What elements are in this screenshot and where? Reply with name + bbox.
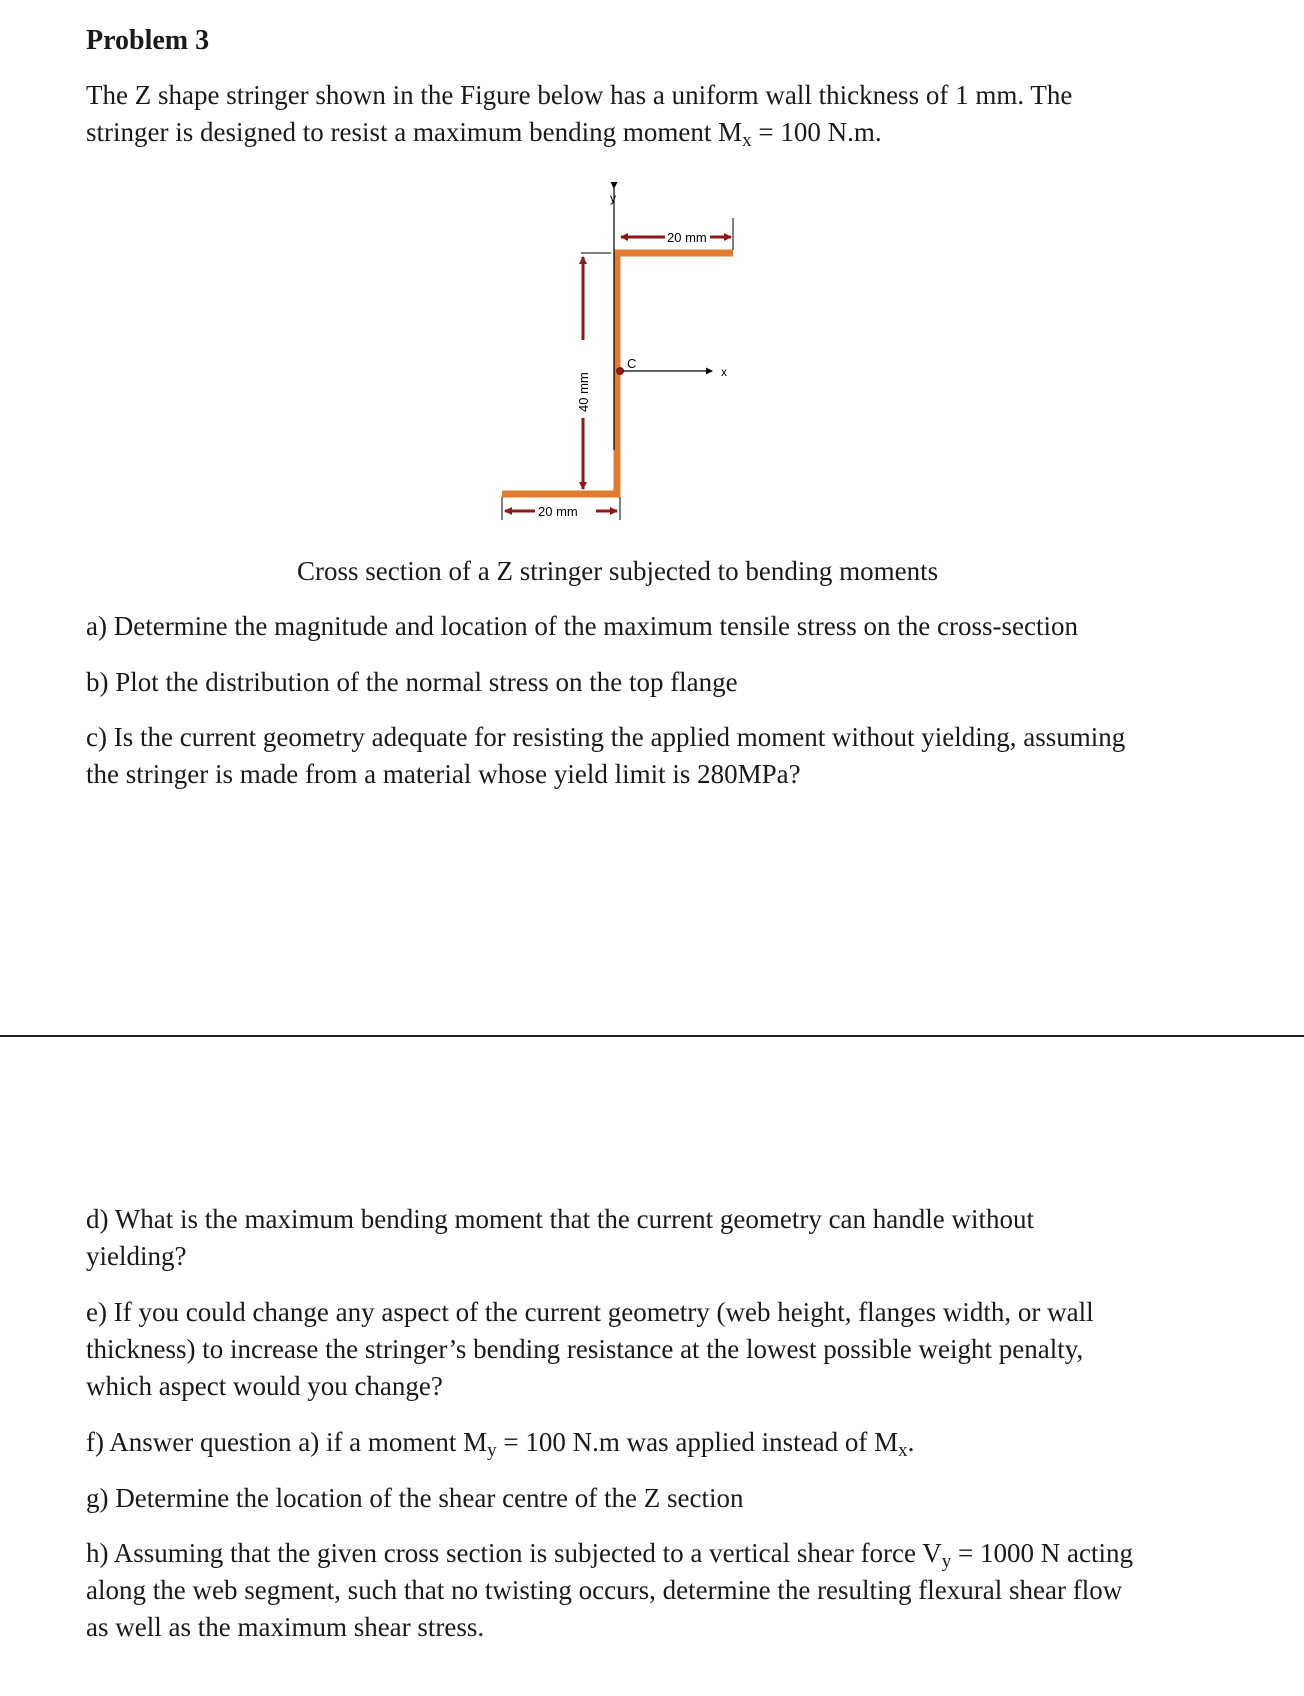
web-dimension: 40 mm: [576, 372, 591, 412]
question-h-line-2: along the web segment, such that no twisting occurs, determine the resulting flexural shear flow: [86, 1575, 1123, 1605]
bottom-flange-dimension: 20 mm: [538, 504, 578, 519]
page-divider: [0, 1035, 1304, 1037]
question-d-line-1: d) What is the maximum bending moment that the current geometry can handle without: [86, 1204, 1035, 1234]
question-e-line-2: thickness) to increase the stringer’s bending resistance at the lowest possible weight penalty,: [86, 1334, 1084, 1364]
centroid-dot: [616, 367, 624, 375]
question-h-line-1: h) Assuming that the given cross section is subjected to a vertical shear force $V_y = 1000$ N acting: [86, 1538, 1133, 1572]
x-axis-label: x: [721, 365, 727, 379]
z-stringer-figure: [495, 180, 755, 520]
top-flange-dimension: 20 mm: [667, 230, 707, 245]
intro-line-2: stringer is designed to resist a maximum bending moment $M_x = 100$ N.m.: [86, 117, 882, 151]
question-f: f) Answer question a) if a moment $M_y = 100$ N.m was applied instead of $M_x$.: [86, 1427, 915, 1461]
question-e-line-1: e) If you could change any aspect of the current geometry (web height, flanges width, or wall: [86, 1297, 1094, 1327]
problem-title: Problem 3: [86, 25, 210, 56]
question-b: b) Plot the distribution of the normal stress on the top flange: [86, 667, 738, 697]
question-h-line-3: as well as the maximum shear stress.: [86, 1612, 485, 1642]
question-d-line-2: yielding?: [86, 1241, 187, 1271]
question-c-line-2: the stringer is made from a material whose yield limit is 280MPa?: [86, 759, 801, 789]
y-axis-label: y: [610, 191, 616, 205]
question-a: a) Determine the magnitude and location of the maximum tensile stress on the cross-section: [86, 611, 1078, 641]
question-e-line-3: which aspect would you change?: [86, 1371, 443, 1401]
question-c-line-1: c) Is the current geometry adequate for resisting the applied moment without yielding, assuming: [86, 722, 1126, 752]
figure-caption: Cross section of a Z stringer subjected to bending moments: [297, 556, 939, 586]
question-g: g) Determine the location of the shear centre of the Z section: [86, 1483, 744, 1513]
centroid-label: C: [627, 356, 637, 371]
intro-line-1: The Z shape stringer shown in the Figure below has a uniform wall thickness of 1 mm. The: [86, 80, 1073, 110]
